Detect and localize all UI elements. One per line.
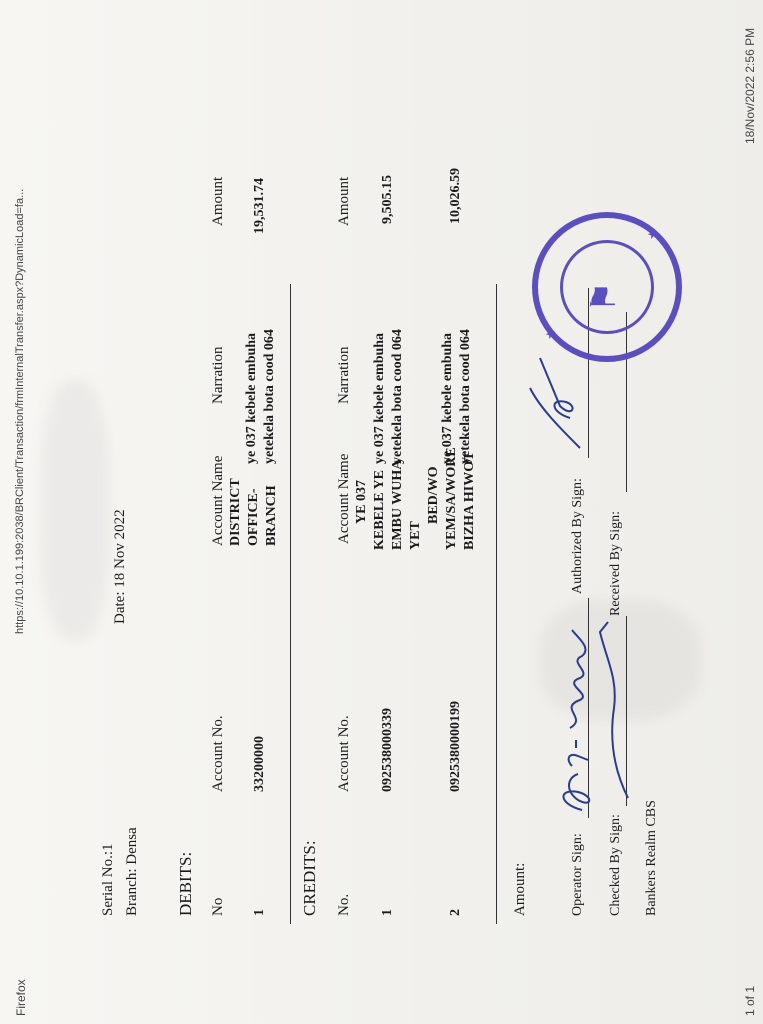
debits-title: DEBITS: [176,851,195,916]
credit-narration-line: ye 037 kebele embuha [440,332,455,464]
credits-col-no: No. [336,893,352,916]
debits-col-account-name: Account Name [210,455,226,546]
received-sign-label: Received By Sign: [608,511,623,616]
authorized-sign-label: Authorized By Sign: [570,478,585,594]
browser-timestamp: 18/Nov/2022 2:56 PM [743,27,757,144]
serial-number: Serial No.:1 [100,843,116,916]
credit-narration-line: yetekela bota cood 064 [458,329,473,464]
browser-url: https://10.10.1.199:2038/BRClient/Transaction/frmInternalTransfer.aspx?DynamicLoad=fa... [14,188,26,634]
credits-col-narration: Narration [336,346,352,404]
operator-sign-label: Operator Sign: [570,833,585,916]
debits-col-no: No [210,897,226,916]
stamp-star-icon: ★ [646,228,661,240]
credit-account-name-line: KEBELE YE [372,469,387,550]
operator-signature-icon [548,588,638,818]
credit-account-no: 0925380000199 [448,701,463,792]
debits-col-account-no: Account No. [210,715,226,792]
amount-label: Amount: [512,862,528,916]
debit-account-name-line: DISTRICT [228,478,243,546]
credit-account-name-line: YE 037 [354,480,369,524]
credit-account-name-line: YET [408,521,423,550]
debit-account-name-line: OFFICE- [246,488,261,546]
credits-col-account-name: Account Name [336,453,352,544]
credit-narration-line: ye 037 kebele embuha [372,332,387,464]
browser-app-name: Firefox [14,979,28,1016]
divider [496,284,497,924]
system-name: Bankers Realm CBS [644,800,659,916]
debit-account-name-line: BRANCH [264,485,279,546]
credit-account-name-line: BIZHA HIWOT [462,451,477,550]
stamp-emblem-icon: ⚑ [584,281,624,312]
checked-sign-label: Checked By Sign: [608,814,623,916]
divider [290,284,291,924]
credit-amount: 10,026.59 [448,168,463,224]
credit-account-name-line: YEM/SA/WORE [444,447,459,550]
credit-account-name-line: EMBU WUHA [390,459,405,550]
debits-col-amount: Amount [210,176,226,226]
stamp-star-icon: ★ [544,328,559,340]
debit-amount: 19,531.74 [252,178,267,234]
debit-account-no: 33200000 [252,736,267,792]
credit-no: 2 [448,909,463,916]
debit-no: 1 [252,909,267,916]
credit-amount: 9,505.15 [380,175,395,224]
browser-page-number: 1 of 1 [743,985,757,1016]
branch-name: Branch: Densa [124,827,140,916]
credit-account-no: 092538000339 [380,708,395,792]
document-date: Date: 18 Nov 2022 [112,509,128,624]
debit-narration-line: yetekela bota cood 064 [262,329,277,464]
credit-narration-line: yetekela bota cood 064 [390,329,405,464]
debits-col-narration: Narration [210,346,226,404]
credits-title: CREDITS: [300,840,319,916]
credit-no: 1 [380,909,395,916]
credits-col-amount: Amount [336,176,352,226]
bank-stamp-icon [532,212,682,362]
credit-account-name-line: BED/WO [426,466,441,524]
debit-narration-line: ye 037 kebele embuha [244,332,259,464]
credits-col-account-no: Account No. [336,715,352,792]
